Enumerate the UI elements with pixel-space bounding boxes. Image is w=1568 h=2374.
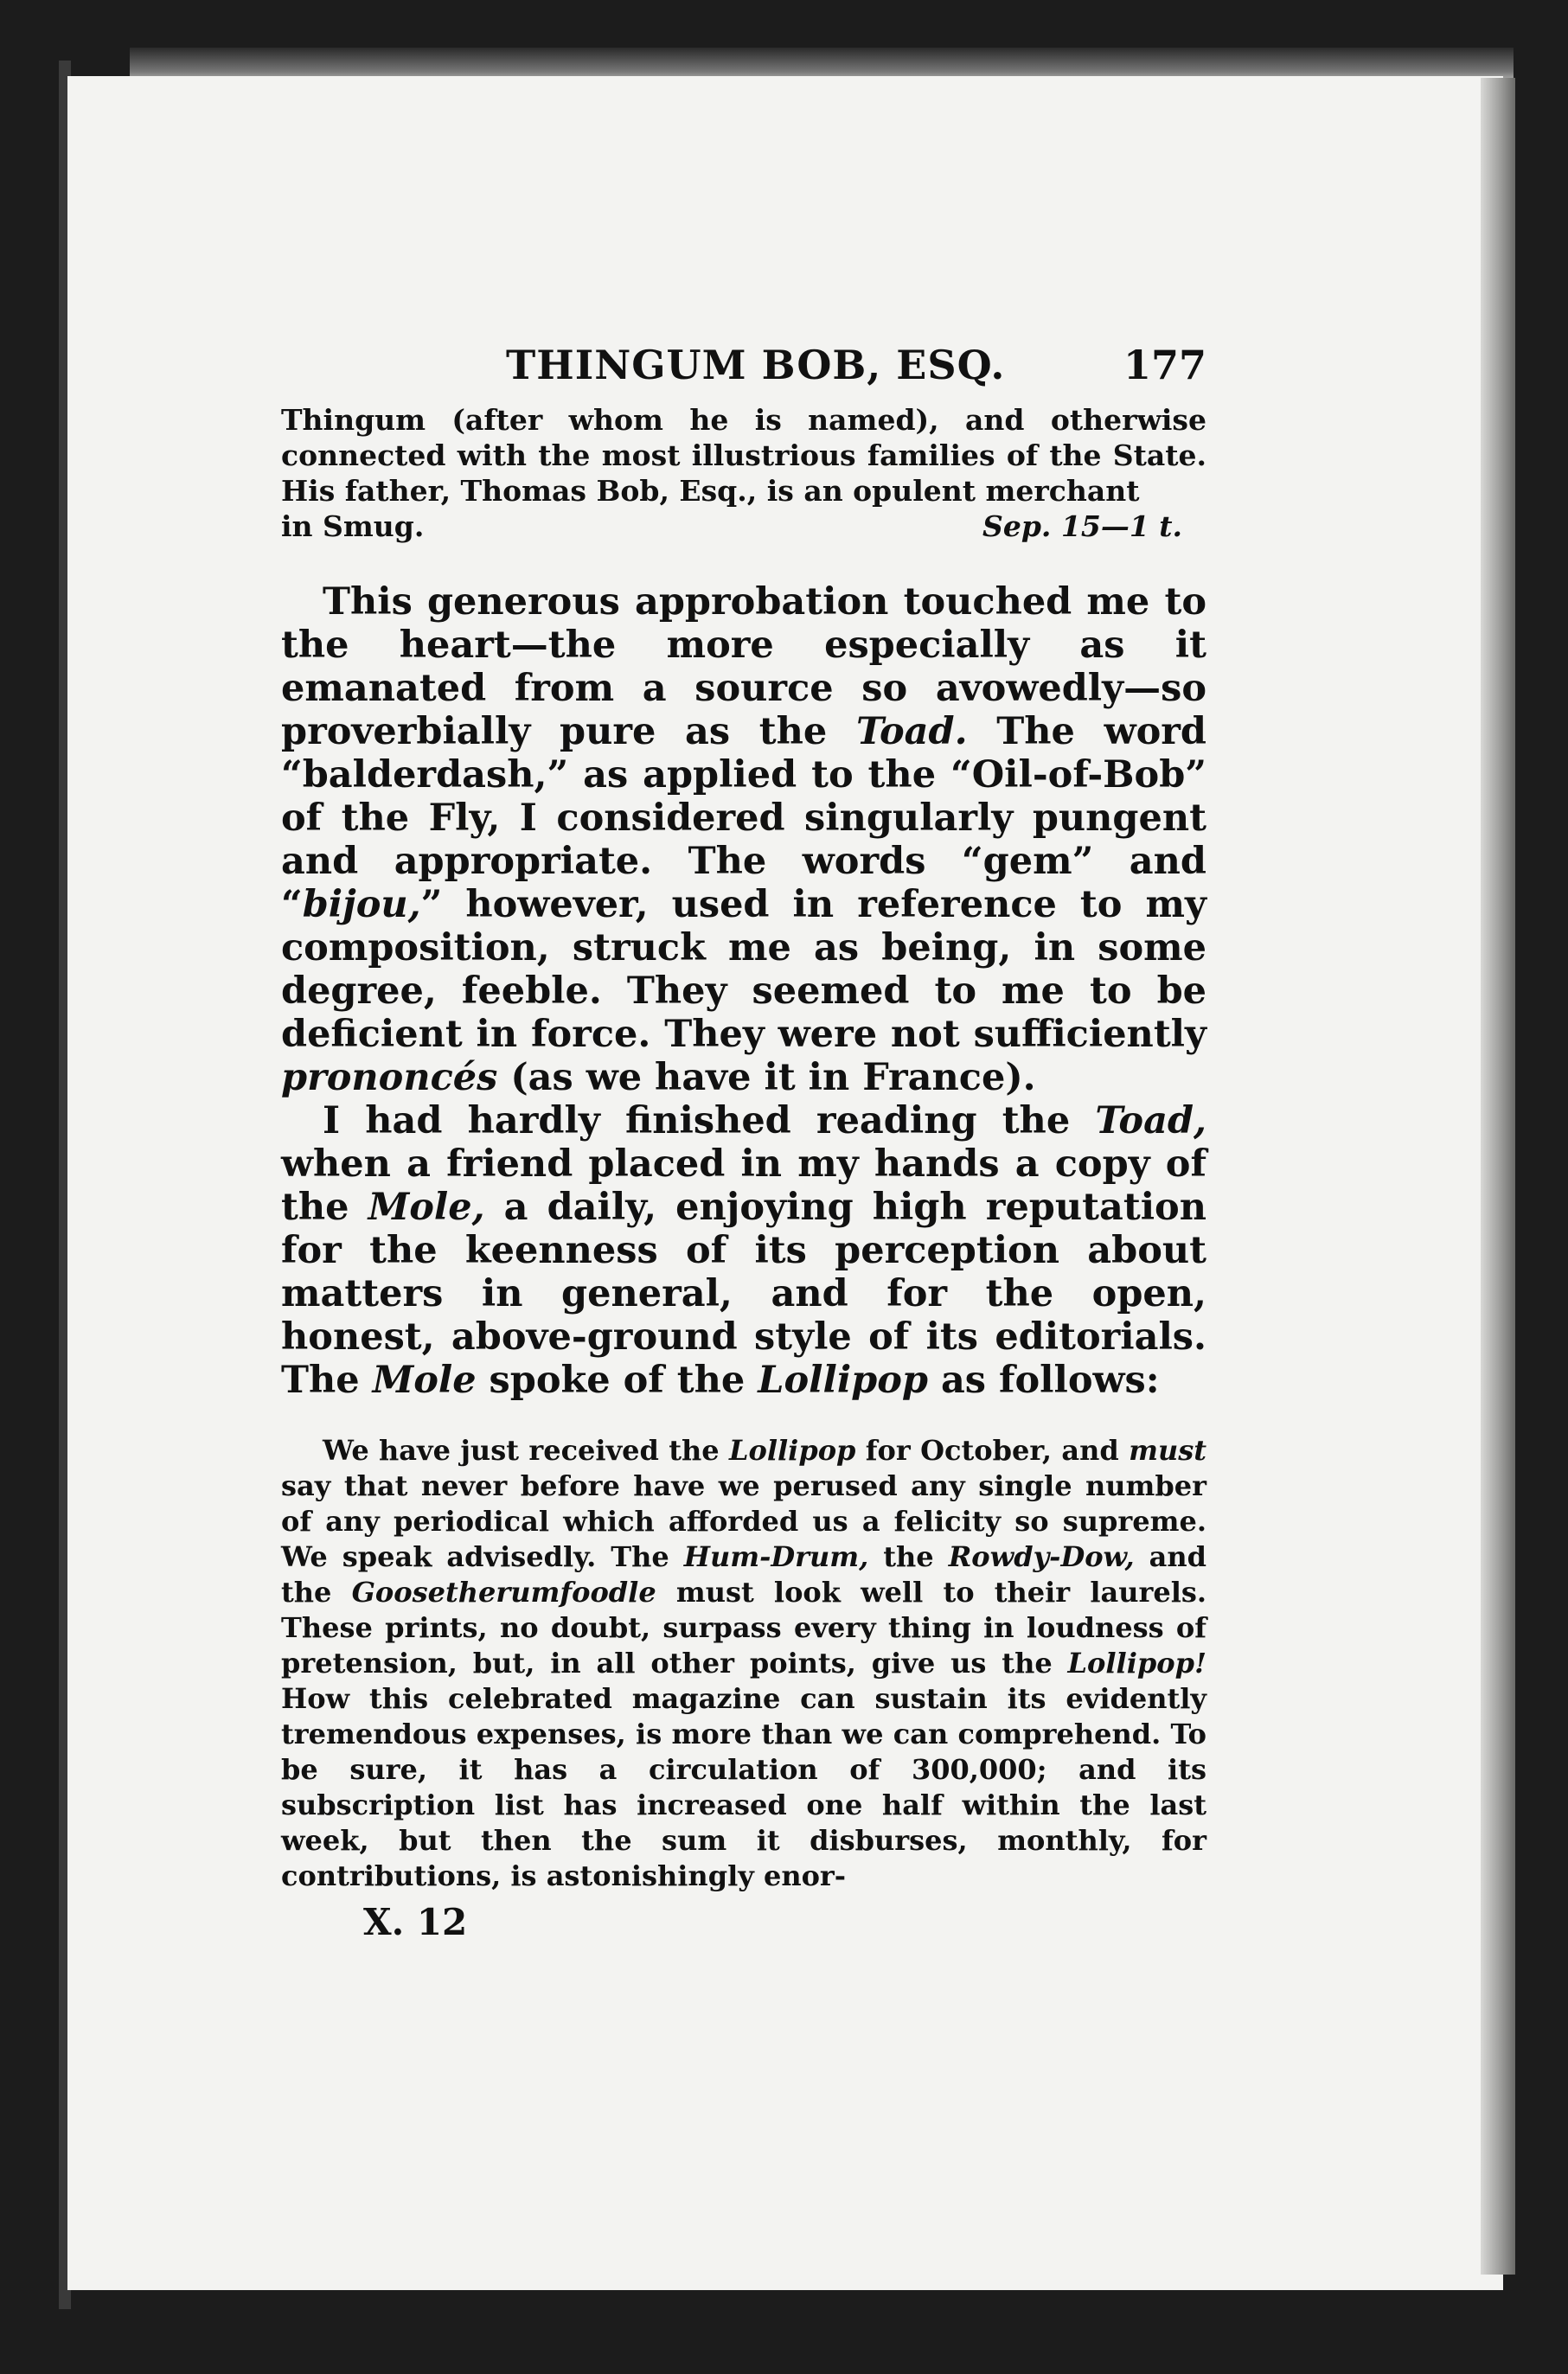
top-quote-last-left: in Smug. [281,509,425,543]
bq-text-i: and the [281,1540,1207,1609]
bq-text-m: How this celebrated magazine can sustain its evidently tremendous expenses, is more than we can comprehend. To be sure, it has a circulation of 300,000; and its subscription list has increased one half within the last week, but then the sum it disburses, monthly, for contributions, is astonishingly enor- [281,1682,1206,1892]
p1-text-a: This generous approbation touched me to the heart—the more especially as it emanated from a source so avowedly—so proverbially pure as the [281,580,1206,753]
bq-italic-must: must [1129,1434,1207,1467]
p2-text-e: a daily, enjoying high reputation for the keenness of its perception about matters in general, and for the open, honest, above-ground style of its editorials. The [281,1186,1206,1402]
top-quote-date: Sep. 15—1 t. [982,509,1182,543]
signature-mark: X. 12 [363,1901,468,1943]
p2-text-c: when a friend placed in my hands a copy of the [281,1142,1206,1229]
paragraph-1 [281,580,1206,1099]
p2-text-g: spoke of the [476,1359,758,1402]
p2-italic-mole: Mole, [368,1186,485,1229]
bq-text-c: for October, and [855,1434,1130,1467]
p2-italic-lollipop: Lollipop [758,1359,928,1402]
text-block [281,342,1206,1943]
page-stack-edge [1481,78,1515,2275]
bq-italic-goosetherumfoodle: Goosetherumfoodle [351,1576,656,1609]
body-text [281,580,1206,1402]
top-quote [281,402,1206,544]
top-quote-last-line [281,509,1206,544]
paragraph-2 [281,1099,1206,1402]
bq-italic-lollipop-2: Lollipop! [1067,1647,1206,1680]
p1-text-g: (as we have it in France). [497,1056,1036,1099]
p1-text-e: ” however, used in reference to my composition, struck me as being, in some degree, feeble. They seemed to me to be deficient in force. They were not sufficiently [281,883,1206,1056]
page-number: 177 [1123,342,1206,388]
running-head [281,342,1206,402]
p2-text-a: I had hardly finished reading the [323,1099,1096,1142]
top-quote-text: Thingum (after whom he is named), and otherwise connected with the most illustrious families of the State. His father, Thomas Bob, Esq., is an opulent merchant [281,403,1206,508]
running-title: THINGUM BOB, ESQ. [506,342,1006,388]
bq-italic-rowdydow: Rowdy-Dow, [948,1540,1135,1573]
p2-italic-toad: Toad, [1095,1099,1206,1142]
p1-text-c: The word “balderdash,” as applied to the “Oil-of-Bob” of the Fly, I considered singularly pungent and appropriate. The words “gem” and “ [281,710,1206,926]
bq-italic-humdrum: Hum-Drum, [683,1540,869,1573]
p2-italic-mole-2: Mole [372,1359,477,1402]
bq-text-e: say that never before have we perused any single number of any periodical which afforded us a felicity so supreme. We speak advisedly. The [281,1469,1206,1573]
bq-text-k: must look well to their laurels. These prints, no doubt, surpass every thing in loudness of pretension, but, in all other points, give us the [281,1576,1207,1680]
p1-italic-prononces: prononcés [281,1056,498,1099]
bq-text-a: We have just received the [323,1434,730,1467]
bottom-quote-text [281,1433,1206,1894]
bq-text-g: the [868,1540,949,1573]
p1-italic-bijou: bijou, [302,883,421,926]
bq-italic-lollipop: Lollipop [729,1434,856,1467]
bottom-quote [281,1433,1206,1894]
p2-text-i: as follows: [927,1359,1160,1402]
p1-italic-toad: Toad. [855,710,968,753]
